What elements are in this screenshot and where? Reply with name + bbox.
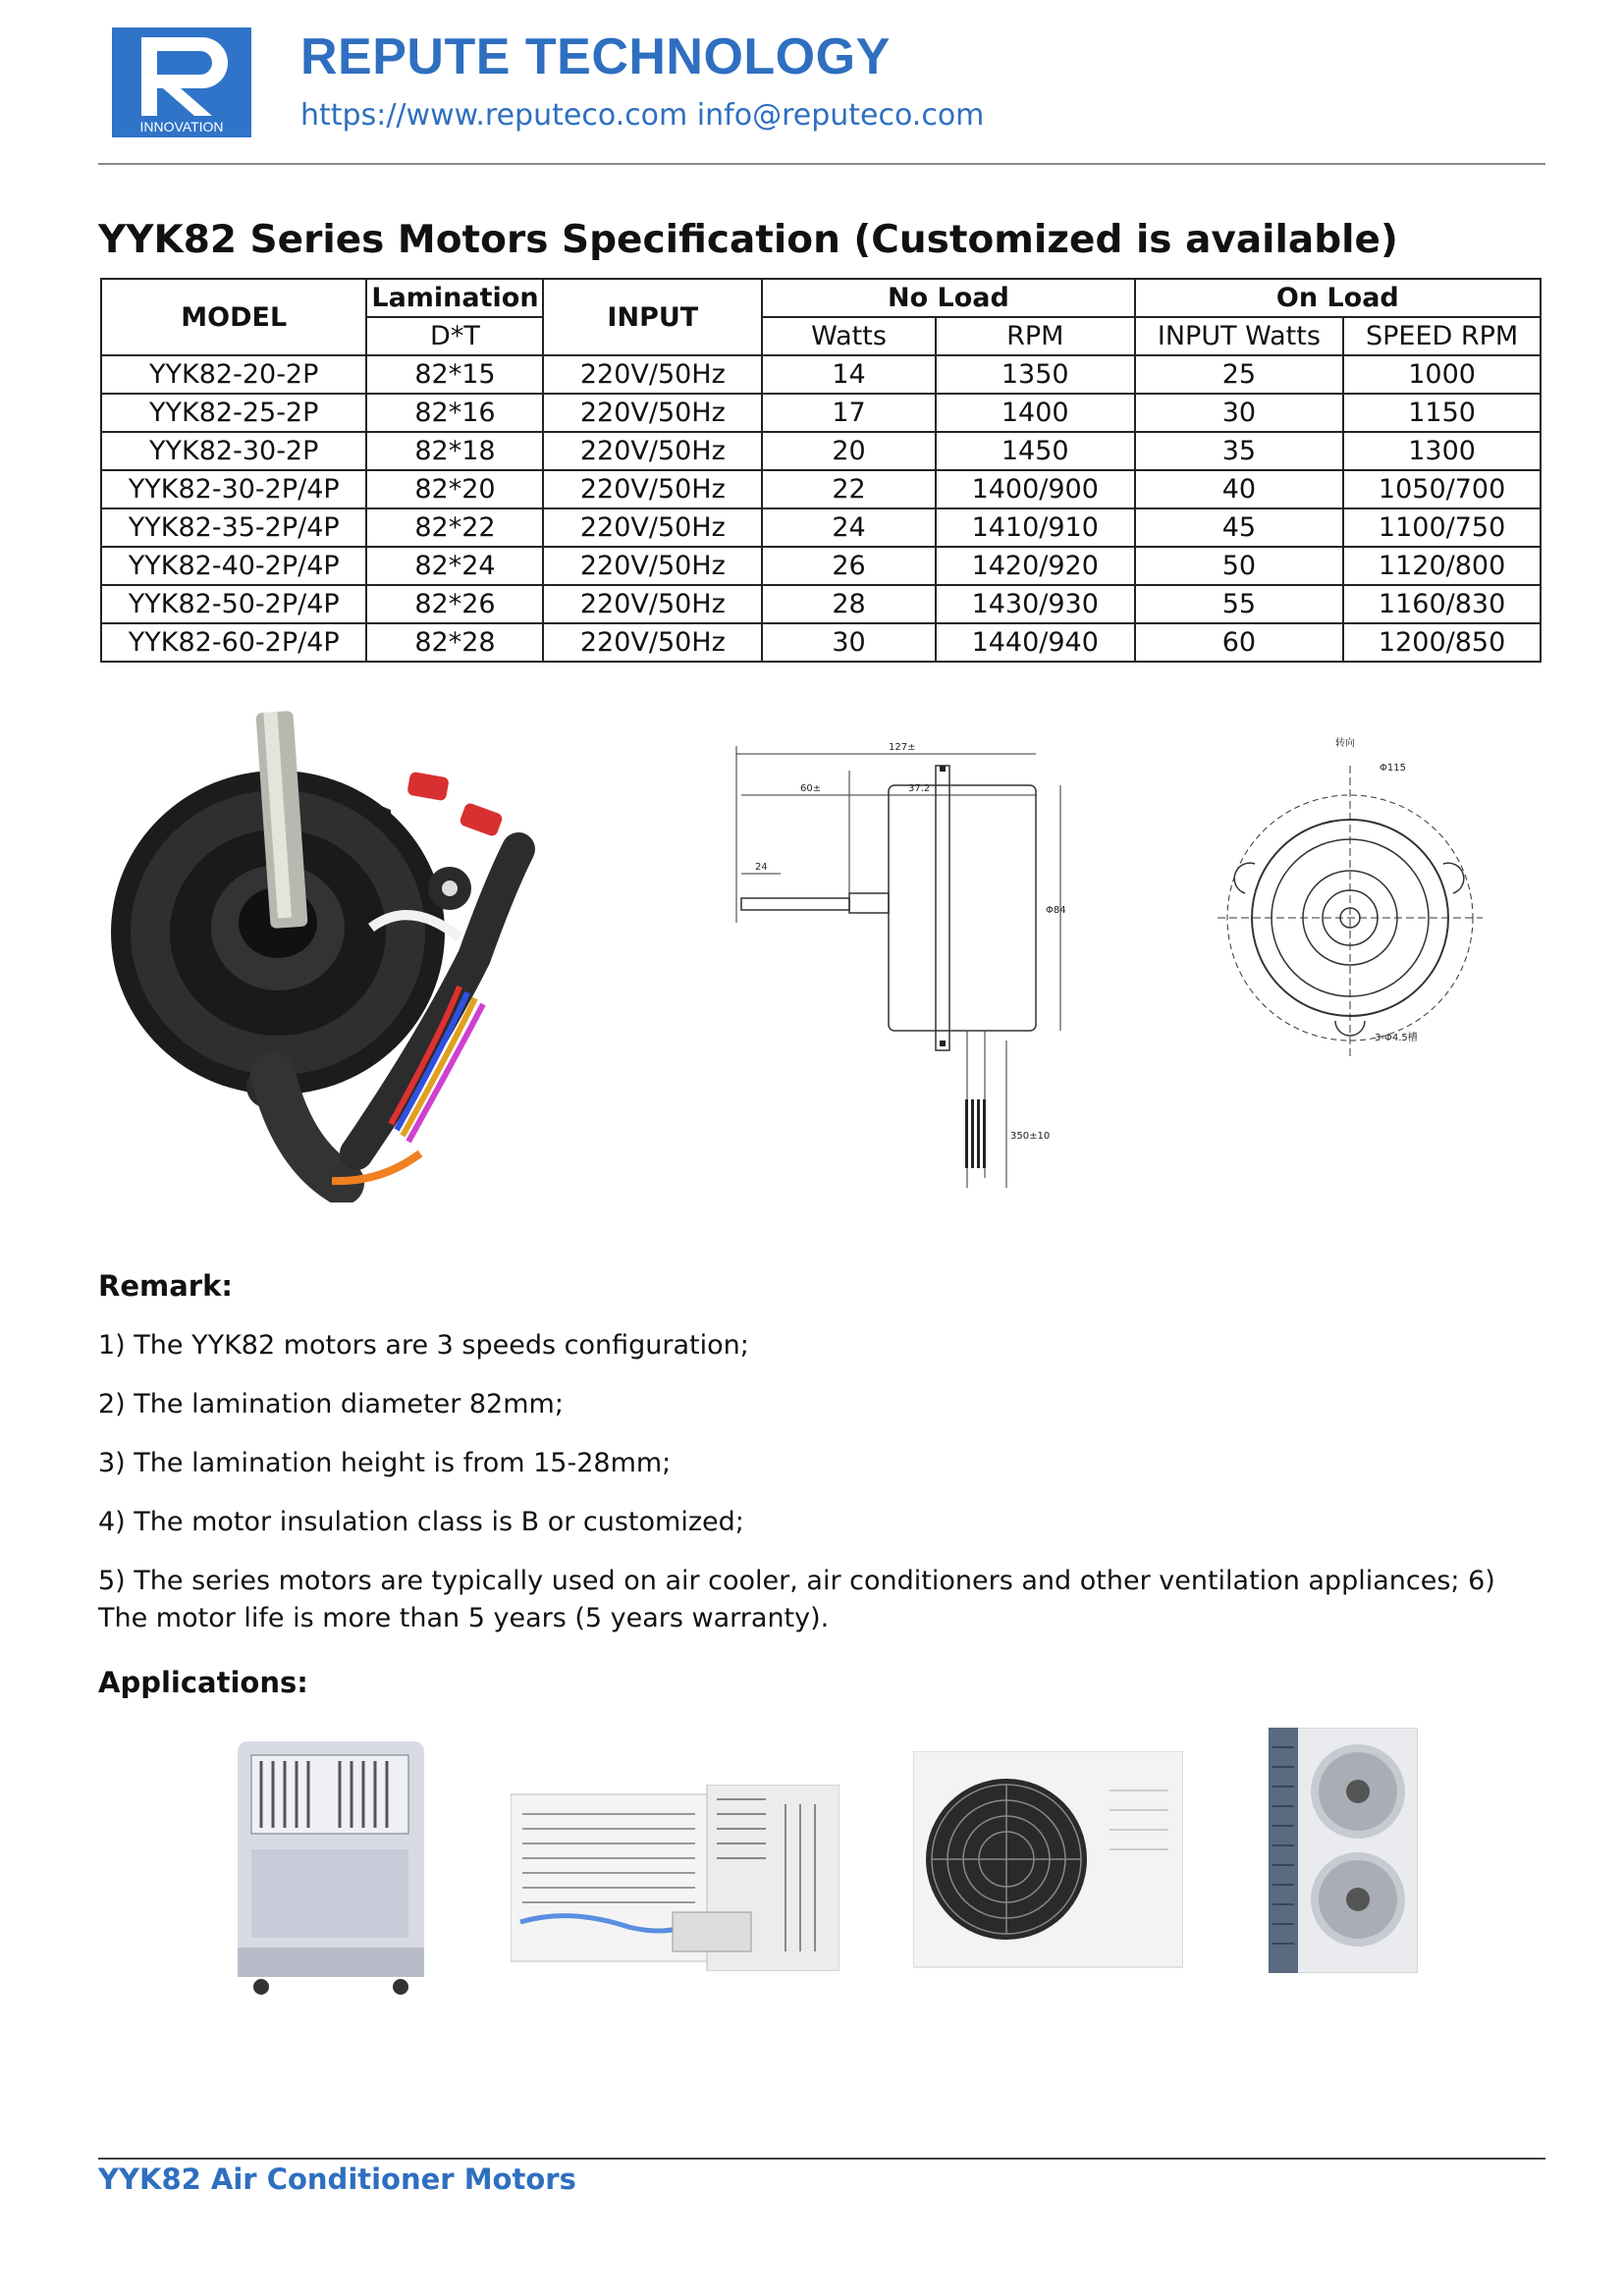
table-cell: 82*15 xyxy=(366,355,543,394)
remark-item-4: 4) The motor insulation class is B or customized; xyxy=(98,1507,744,1537)
company-logo xyxy=(112,27,251,137)
table-cell: 50 xyxy=(1135,547,1344,585)
table-cell: 30 xyxy=(1135,394,1344,432)
dim-lead: 350±10 xyxy=(1010,1131,1051,1142)
table-cell: 82*20 xyxy=(366,470,543,508)
table-cell: 220V/50Hz xyxy=(543,547,762,585)
table-cell: YYK82-20-2P xyxy=(101,355,366,394)
air-cooler-image xyxy=(232,1741,428,1997)
table-cell: 220V/50Hz xyxy=(543,470,762,508)
table-row xyxy=(101,470,1541,508)
dim-total: 127± xyxy=(889,742,916,753)
split-ac-outdoor-image xyxy=(913,1751,1183,1977)
table-cell: 82*28 xyxy=(366,623,543,662)
table-cell: 14 xyxy=(762,355,936,394)
motor-photo xyxy=(96,692,695,1202)
table-cell: 1150 xyxy=(1343,394,1541,432)
contact-info[interactable]: https://www.reputeco.com info@reputeco.com xyxy=(300,98,985,133)
table-row xyxy=(101,355,1541,394)
table-row xyxy=(101,585,1541,623)
table-cell: 26 xyxy=(762,547,936,585)
footer-divider xyxy=(98,2158,1545,2160)
header-lamination-dt: D*T xyxy=(366,317,543,355)
header-model: MODEL xyxy=(101,279,366,355)
table-cell: 1430/930 xyxy=(936,585,1135,623)
table-cell: 45 xyxy=(1135,508,1344,547)
brand-name: REPUTE TECHNOLOGY xyxy=(300,28,891,85)
dim-front-a: Φ115 xyxy=(1380,763,1406,774)
header-on-load: On Load xyxy=(1135,279,1541,317)
remark-heading: Remark: xyxy=(98,1269,233,1303)
header-input: INPUT xyxy=(543,279,762,355)
table-row xyxy=(101,394,1541,432)
header-divider xyxy=(98,163,1545,165)
table-cell: 1410/910 xyxy=(936,508,1135,547)
table-cell: 1440/940 xyxy=(936,623,1135,662)
table-cell: 220V/50Hz xyxy=(543,432,762,470)
header-input-watts: INPUT Watts xyxy=(1135,317,1344,355)
table-cell: YYK82-30-2P xyxy=(101,432,366,470)
table-cell: 1100/750 xyxy=(1343,508,1541,547)
header-rpm: RPM xyxy=(936,317,1135,355)
header-lamination: Lamination xyxy=(366,279,543,317)
motor-front-drawing xyxy=(1218,726,1483,1060)
table-cell: 1450 xyxy=(936,432,1135,470)
table-cell: 30 xyxy=(762,623,936,662)
table-cell: 40 xyxy=(1135,470,1344,508)
table-cell: 1350 xyxy=(936,355,1135,394)
table-cell: 1050/700 xyxy=(1343,470,1541,508)
table-cell: 17 xyxy=(762,394,936,432)
document-title: YYK82 Series Motors Specification (Customized is available) xyxy=(98,218,1398,262)
remark-item-3: 3) The lamination height is from 15-28mm; xyxy=(98,1448,672,1478)
logo-text: INNOVATION xyxy=(139,119,224,134)
table-cell: 1400 xyxy=(936,394,1135,432)
table-row xyxy=(101,508,1541,547)
table-cell: 220V/50Hz xyxy=(543,508,762,547)
header-watts: Watts xyxy=(762,317,936,355)
table-row xyxy=(101,432,1541,470)
dim-diameter: Φ84 xyxy=(1046,905,1066,916)
table-cell: 1200/850 xyxy=(1343,623,1541,662)
window-ac-image xyxy=(511,1785,839,1971)
table-cell: 82*22 xyxy=(366,508,543,547)
dim-shaft: 24 xyxy=(755,862,768,873)
spec-table xyxy=(100,278,1542,663)
header-no-load: No Load xyxy=(762,279,1134,317)
table-cell: YYK82-50-2P/4P xyxy=(101,585,366,623)
table-cell: 220V/50Hz xyxy=(543,585,762,623)
table-cell: 220V/50Hz xyxy=(543,623,762,662)
table-cell: YYK82-35-2P/4P xyxy=(101,508,366,547)
table-cell: YYK82-40-2P/4P xyxy=(101,547,366,585)
rotation-label: 转向 xyxy=(1335,738,1355,749)
table-cell: 220V/50Hz xyxy=(543,394,762,432)
table-cell: YYK82-30-2P/4P xyxy=(101,470,366,508)
table-cell: 28 xyxy=(762,585,936,623)
table-cell: 82*18 xyxy=(366,432,543,470)
table-row xyxy=(101,623,1541,662)
table-cell: 22 xyxy=(762,470,936,508)
remark-item-2: 2) The lamination diameter 82mm; xyxy=(98,1389,564,1419)
table-cell: 1400/900 xyxy=(936,470,1135,508)
table-cell: 55 xyxy=(1135,585,1344,623)
header-speed-rpm: SPEED RPM xyxy=(1343,317,1541,355)
table-cell: 25 xyxy=(1135,355,1344,394)
remark-item-5: 5) The series motors are typically used on air cooler, air conditioners and other ventilation appliances; 6) The motor life is more than 5 years (5 years warranty). xyxy=(98,1566,1495,1633)
table-cell: 82*26 xyxy=(366,585,543,623)
table-cell: 20 xyxy=(762,432,936,470)
table-cell: 1420/920 xyxy=(936,547,1135,585)
table-cell: 1120/800 xyxy=(1343,547,1541,585)
table-cell: 82*24 xyxy=(366,547,543,585)
dim-b: 37.2 xyxy=(908,783,931,794)
table-cell: YYK82-60-2P/4P xyxy=(101,623,366,662)
table-cell: 60 xyxy=(1135,623,1344,662)
table-cell: 1300 xyxy=(1343,432,1541,470)
motor-side-drawing xyxy=(722,726,1105,1217)
table-cell: 35 xyxy=(1135,432,1344,470)
table-cell: 1000 xyxy=(1343,355,1541,394)
applications-heading: Applications: xyxy=(98,1666,308,1699)
table-cell: 82*16 xyxy=(366,394,543,432)
dim-a: 60± xyxy=(800,783,822,794)
table-cell: 1160/830 xyxy=(1343,585,1541,623)
vrf-outdoor-unit-image xyxy=(1269,1728,1418,1973)
table-cell: 220V/50Hz xyxy=(543,355,762,394)
table-cell: 24 xyxy=(762,508,936,547)
dim-front-b: 3-Φ4.5槽 xyxy=(1375,1033,1418,1043)
footer-title: YYK82 Air Conditioner Motors xyxy=(98,2163,576,2196)
remark-item-1: 1) The YYK82 motors are 3 speeds configuration; xyxy=(98,1330,749,1361)
table-row xyxy=(101,547,1541,585)
table-cell: YYK82-25-2P xyxy=(101,394,366,432)
